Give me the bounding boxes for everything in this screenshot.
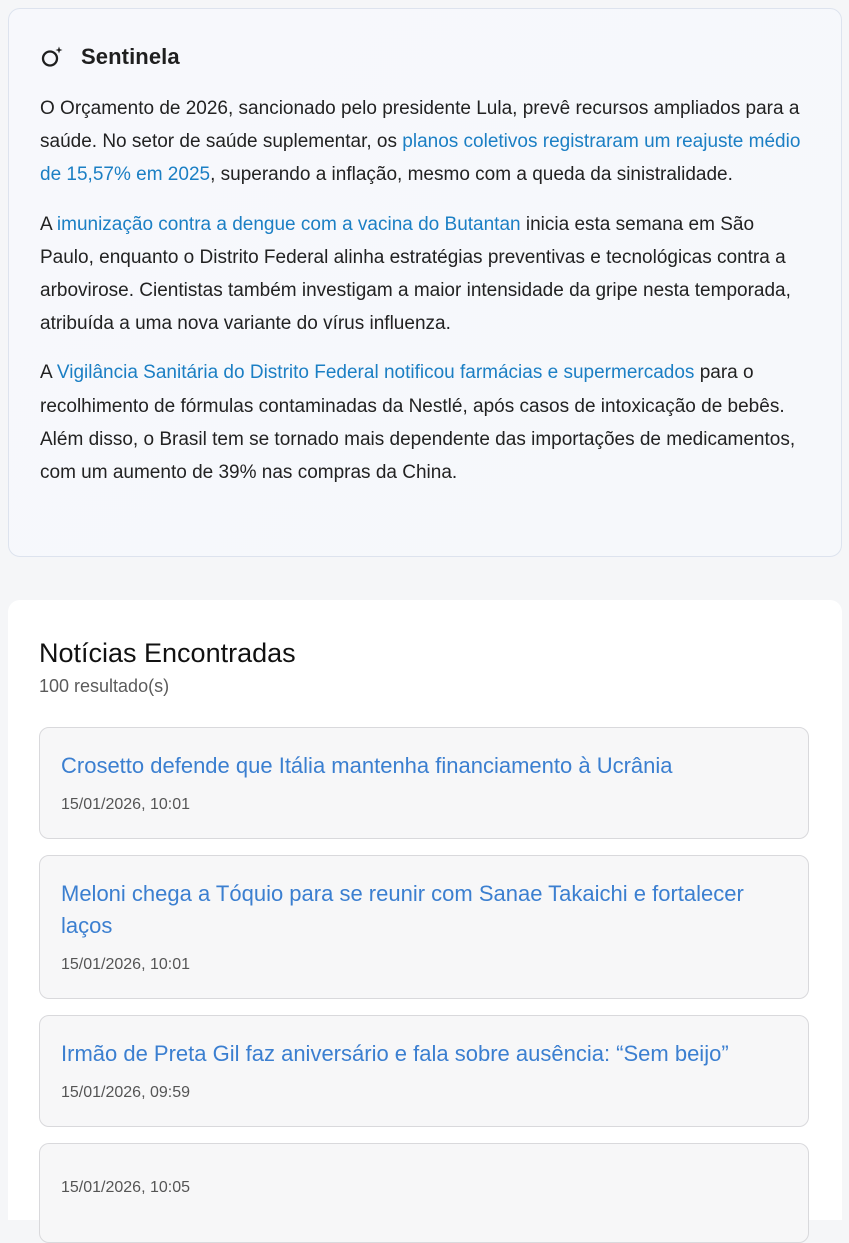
summary-body xyxy=(40,92,810,489)
news-date: 15/01/2026, 10:01 xyxy=(61,796,191,813)
sparkle-circle-icon xyxy=(40,45,64,69)
summary-paragraph xyxy=(40,208,810,341)
results-title: Notícias Encontradas xyxy=(39,638,296,668)
news-card[interactable] xyxy=(39,1143,809,1243)
news-date: 15/01/2026, 09:59 xyxy=(61,1084,191,1101)
news-date: 15/01/2026, 10:01 xyxy=(61,956,191,973)
summary-card xyxy=(8,8,842,557)
news-card[interactable] xyxy=(39,855,809,999)
news-title-link[interactable]: Irmão de Preta Gil faz aniversário e fala sobre ausência: “Sem beijo” xyxy=(61,1041,729,1066)
paragraph-text: O Orçamento de 2026, sancionado pelo presidente Lula, prevê recursos ampliados para a saúde. No setor de saúde suplementar, os xyxy=(40,98,800,153)
summary-link-planos[interactable]: planos coletivos registraram um reajuste médio de 15,57% em 2025 xyxy=(40,131,801,186)
news-card[interactable] xyxy=(39,1015,809,1127)
summary-paragraph xyxy=(40,92,810,192)
paragraph-text: para o recolhimento de fórmulas contaminadas da Nestlé, após casos de intoxicação de bebês. Além disso, o Brasil tem se tornado mais dependente das importações de medicamentos, com um aumento de 39% nas compras da China. xyxy=(40,362,796,484)
summary-title: Sentinela xyxy=(81,44,180,69)
summary-link-dengue[interactable]: imunização contra a dengue com a vacina do Butantan xyxy=(56,213,521,235)
paragraph-text: , superando a inflação, mesmo com a queda da sinistralidade. xyxy=(210,164,733,186)
news-list xyxy=(39,727,811,1243)
summary-header xyxy=(40,40,810,74)
news-card[interactable] xyxy=(39,727,809,839)
results-count: 100 resultado(s) xyxy=(39,676,170,696)
paragraph-text: A xyxy=(40,362,57,384)
paragraph-text: A xyxy=(40,213,57,235)
news-title-link[interactable]: Meloni chega a Tóquio para se reunir com Sanae Takaichi e fortalecer laços xyxy=(61,881,744,938)
paragraph-text: inicia esta semana em São Paulo, enquanto o Distrito Federal alinha estratégias preventivas e tecnológicas contra a arbovirose. Cientistas também investigam a maior intensidade da gripe nesta temporada, atribuída a uma nova variante do vírus influenza. xyxy=(40,213,791,335)
summary-paragraph xyxy=(40,356,810,489)
summary-link-vigilancia[interactable]: Vigilância Sanitária do Distrito Federal notificou farmácias e supermercados xyxy=(56,362,695,384)
results-card xyxy=(8,600,842,1220)
news-date: 15/01/2026, 10:05 xyxy=(61,1179,191,1196)
news-title-link[interactable]: Crosetto defende que Itália mantenha financiamento à Ucrânia xyxy=(61,753,673,778)
